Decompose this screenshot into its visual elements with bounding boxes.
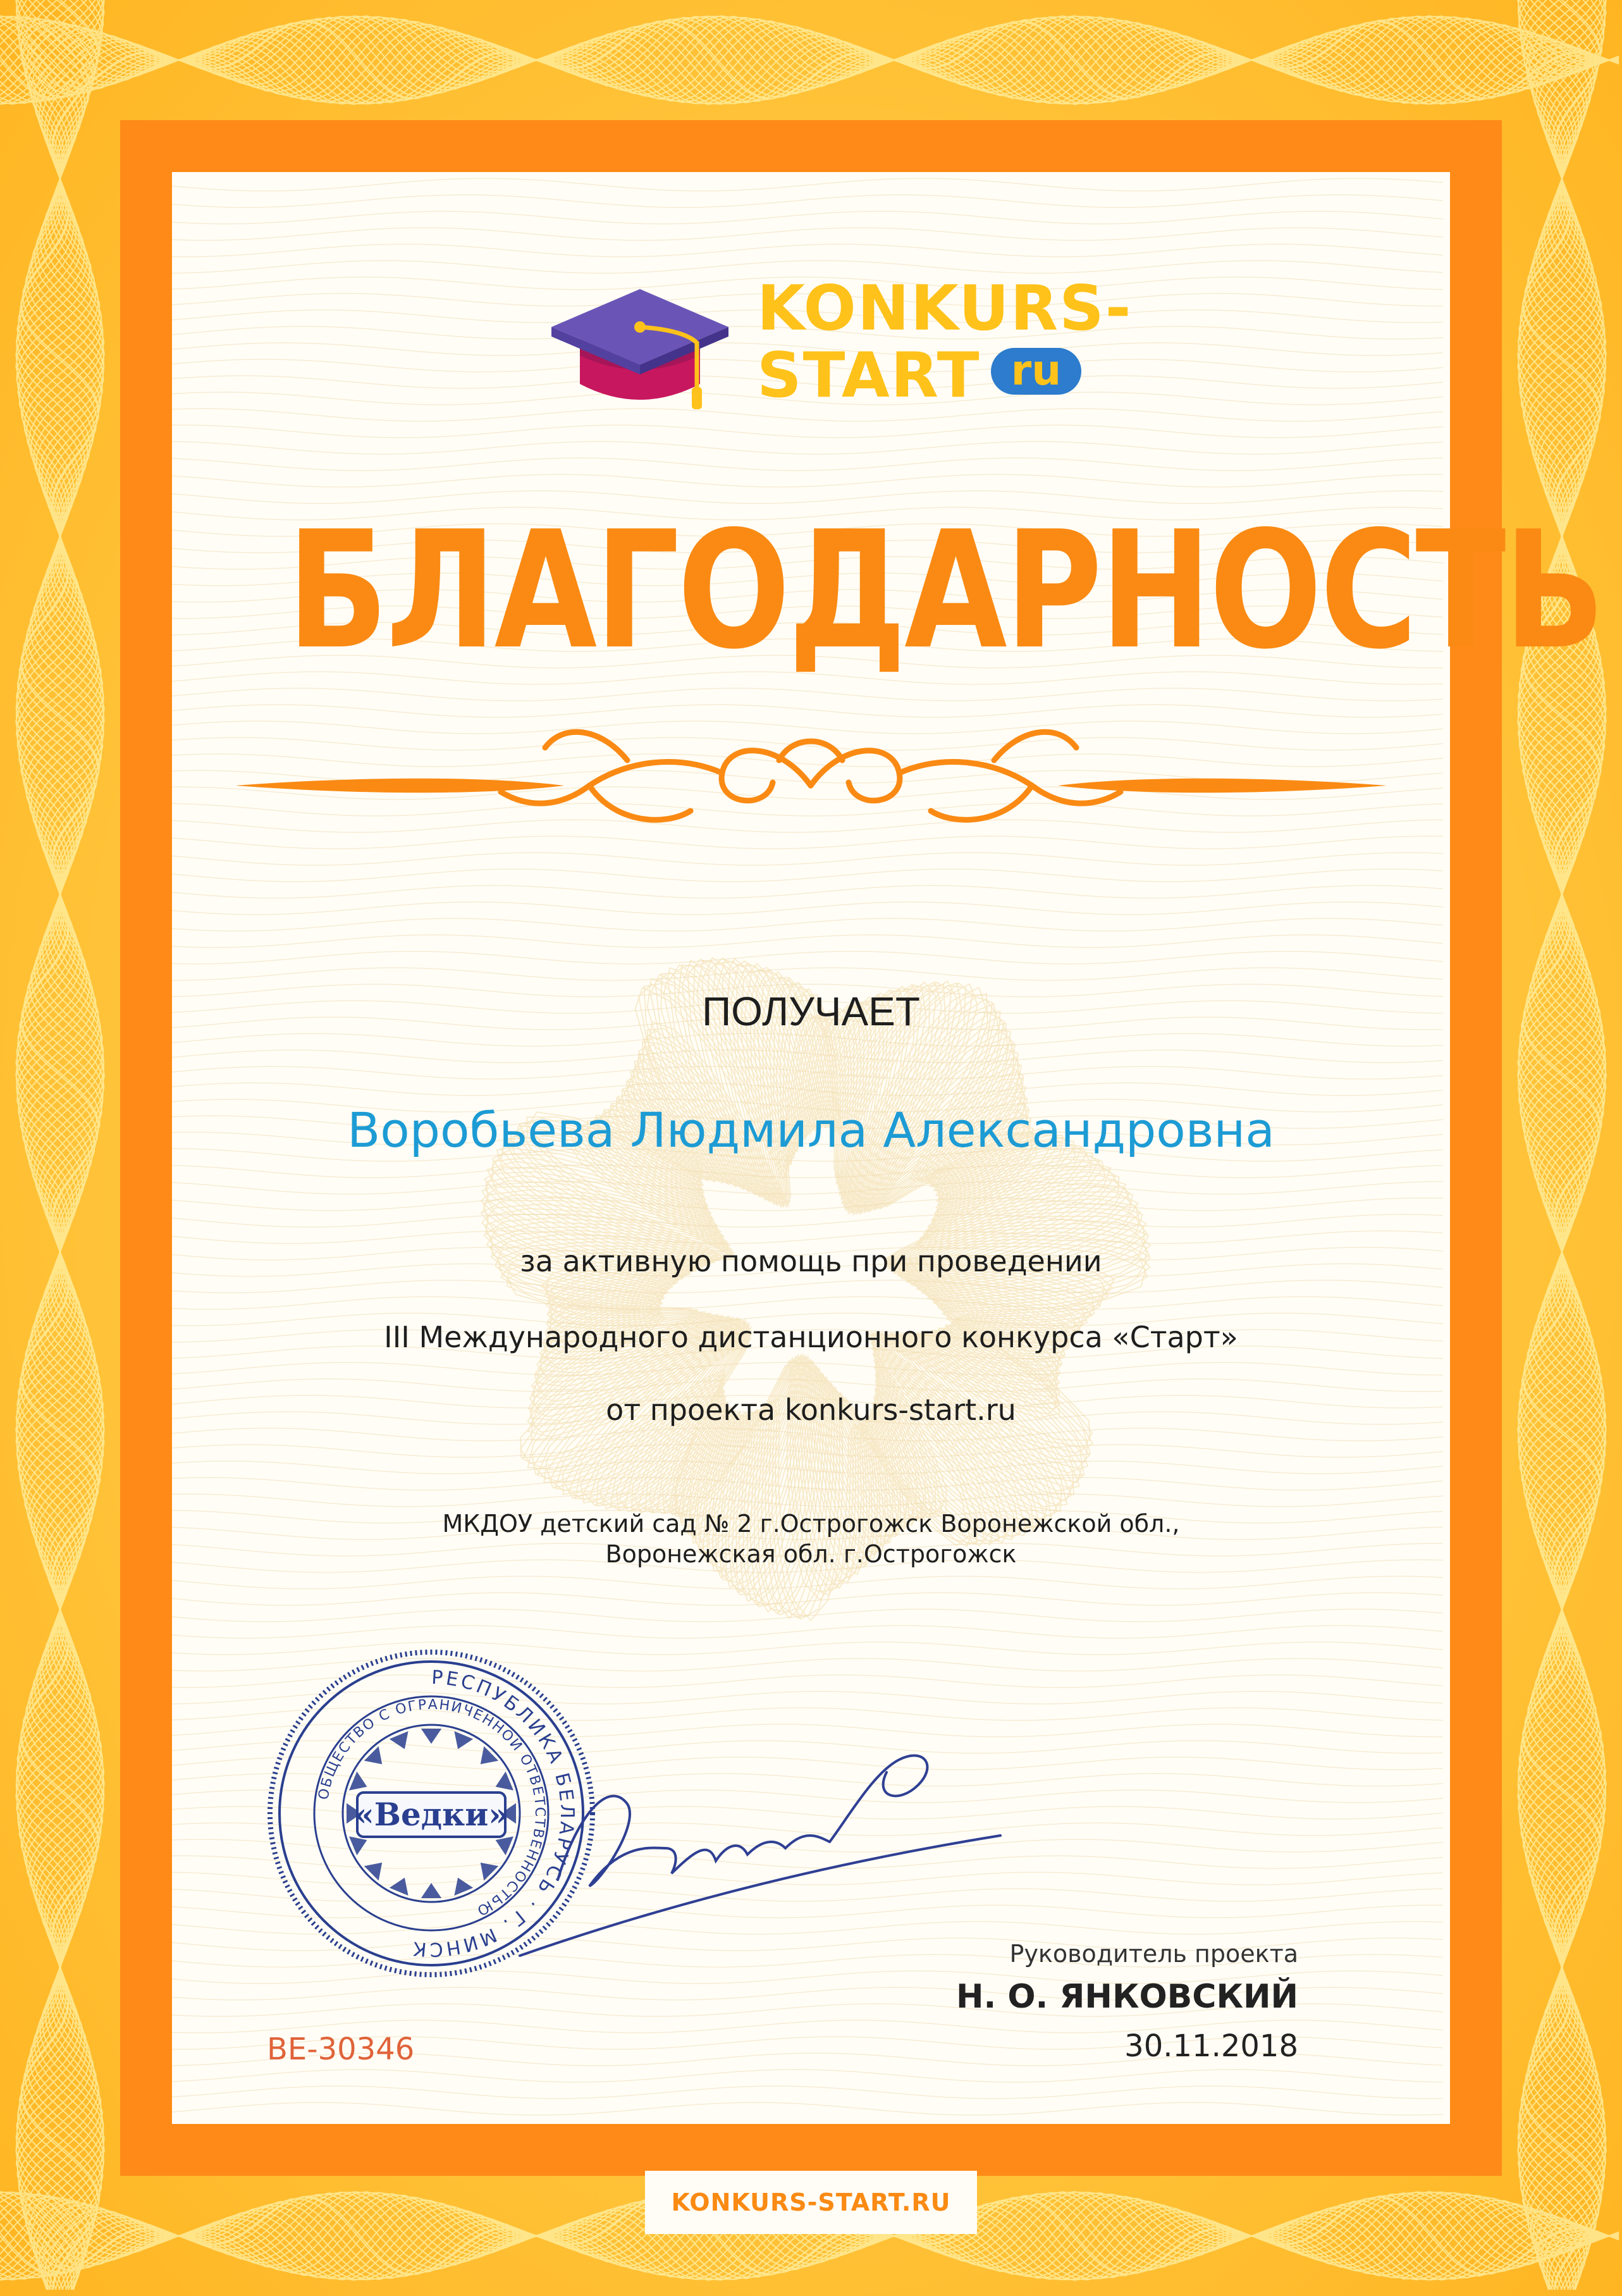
signer-role: Руководитель проекта (1009, 1940, 1298, 1968)
logo-ru-badge: ru (991, 348, 1081, 395)
reason-line-1: за активную помощь при проведении (520, 1244, 1102, 1278)
logo-text-line1: KONKURS- (757, 273, 1133, 345)
receives-label: ПОЛУЧАЕТ (702, 989, 920, 1034)
logo-text-line2: START (757, 340, 981, 412)
title-ornament-divider (235, 716, 1387, 855)
svg-text:ОБЩЕСТВО С ОГРАНИЧЕННОЙ ОТВЕТС: ОБЩЕСТВО С ОГРАНИЧЕННОЙ ОТВЕТСТВЕННОСТЬЮ (316, 1696, 548, 1919)
graduation-cap-icon (545, 280, 735, 419)
konkurs-start-logo (545, 273, 1133, 431)
issue-date: 30.11.2018 (1124, 2028, 1298, 2064)
certificate-number: BE-30346 (267, 2032, 415, 2067)
svg-text:«Ведки»: «Ведки» (354, 1796, 508, 1833)
footer-plate (645, 2171, 977, 2234)
organization-line-2: Воронежская обл. г.Острогожск (605, 1540, 1017, 1568)
footer-url: KONKURS-START.RU (671, 2188, 951, 2216)
certificate-title: БЛАГОДАРНОСТЬ (286, 497, 1603, 685)
organization-line-1: МКДОУ детский сад № 2 г.Острогожск Воронежской обл., (442, 1510, 1180, 1538)
reason-line-3: от проекта konkurs-start.ru (606, 1393, 1016, 1427)
handwritten-signature (520, 1690, 1026, 1981)
certificate-paper (172, 172, 1603, 2124)
recipient-name: Воробьева Людмила Александровна (347, 1102, 1275, 1158)
reason-line-2: III Международного дистанционного конкурса «Старт» (384, 1320, 1238, 1354)
signer-name: Н. О. ЯНКОВСКИЙ (955, 1978, 1298, 2016)
svg-text:РЕСПУБЛИКА БЕЛАРУСЬ · Г. МИНСК: РЕСПУБЛИКА БЕЛАРУСЬ · Г. МИНСК (409, 1666, 579, 1961)
